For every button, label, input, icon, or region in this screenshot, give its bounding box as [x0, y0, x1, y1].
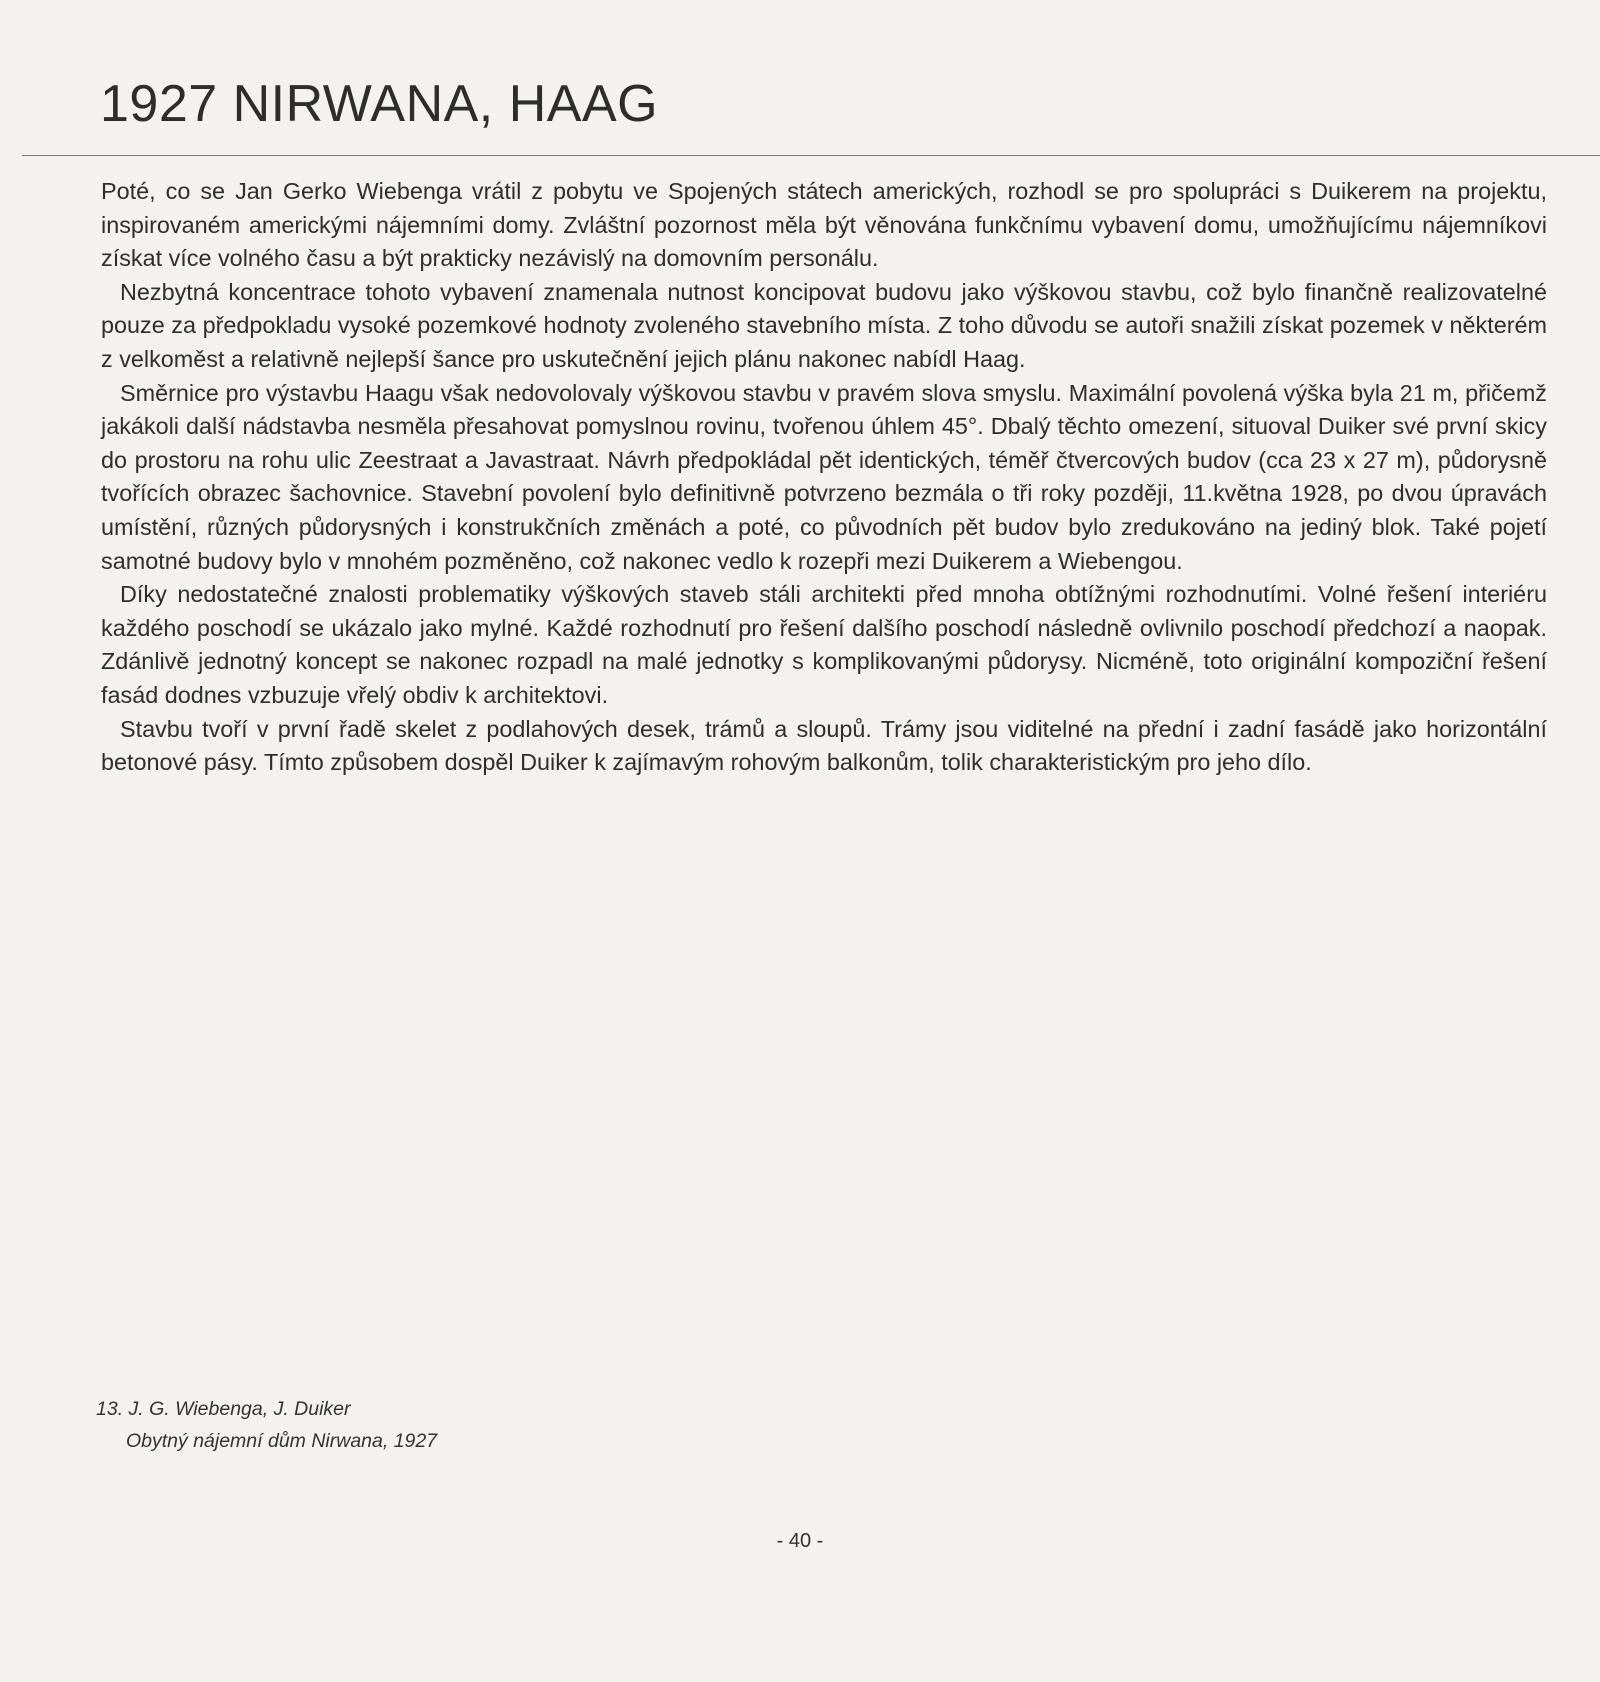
body-text — [101, 175, 1547, 780]
paragraph-3: Směrnice pro výstavbu Haagu však nedovolovaly výškovou stavbu v pravém slova smyslu. Maximální povolená výška byla 21 m, přičemž jakákoli další nádstavba nesměla přesahovat pomyslnou rovinu, tvořenou úhlem 45°. Dbalý těchto omezení, situoval Duiker své první skicy do prostoru na rohu ulic Zeestraat a Javastraat. Návrh předpokládal pět identických, téměř čtvercových budov (cca 23 x 27 m), půdorysně tvořících obrazec šachovnice. Stavební povolení bylo definitivně potvrzeno bezmála o tři roky později, 11.května 1928, po dvou úpravách umístění, různých půdorysných i konstrukčních změnách a poté, co původních pět budov bylo zredukováno na jediný blok. Také pojetí samotné budovy bylo v mnohém pozměněno, což nakonec vedlo k rozepři mezi Duikerem a Wiebengou. — [101, 379, 1547, 574]
paragraph-2: Nezbytná koncentrace tohoto vybavení znamenala nutnost koncipovat budovu jako výškovou stavbu, což bylo finančně realizovatelné pouze za předpokladu vysoké pozemkové hodnoty zvoleného stavebního místa. Z toho důvodu se autoři snažili získat pozemek v některém z velkoměst a relativně nejlepší šance pro uskutečnění jejich plánu nakonec nabídl Haag. — [101, 278, 1547, 372]
figure-caption — [96, 1393, 437, 1457]
page-title: 1927 NIRWANA, HAAG — [100, 75, 659, 133]
paragraph-5: Stavbu tvoří v první řadě skelet z podlahových desek, trámů a sloupů. Trámy jsou viditelné na přední i zadní fasádě jako horizontální betonové pásy. Tímto způsobem dospěl Duiker k zajímavým rohovým balkonům, tolik charakteristickým pro jeho dílo. — [101, 715, 1547, 776]
paragraph-1: Poté, co se Jan Gerko Wiebenga vrátil z pobytu ve Spojených státech amerických, rozhodl se pro spolupráci s Duikerem na projektu, inspirovaném americkými nájemními domy. Zvláštní pozornost měla být věnována funkčnímu vybavení domu, umožňujícímu nájemníkovi získat více volného času a být prakticky nezávislý na domovním personálu. — [101, 178, 1547, 272]
caption-line-1: 13. J. G. Wiebenga, J. Duiker — [96, 1398, 351, 1420]
paragraph-4: Díky nedostatečné znalosti problematiky výškových staveb stáli architekti před mnoha obtížnými rozhodnutími. Volné řešení interiéru každého poschodí se ukázalo jako mylné. Každé rozhodnutí pro řešení dalšího poschodí následně ovlivnilo poschodí předchozí a naopak. Zdánlivě jednotný koncept se nakonec rozpadl na malé jednotky s komplikovanými půdorysy. Nicméně, toto originální kompoziční řešení fasád dodnes vzbuzuje vřelý obdiv k architektovi. — [101, 581, 1547, 708]
caption-line-2: Obytný nájemní dům Nirwana, 1927 — [126, 1430, 438, 1452]
title-divider — [22, 155, 1600, 156]
page-number: - 40 - — [776, 1530, 824, 1552]
